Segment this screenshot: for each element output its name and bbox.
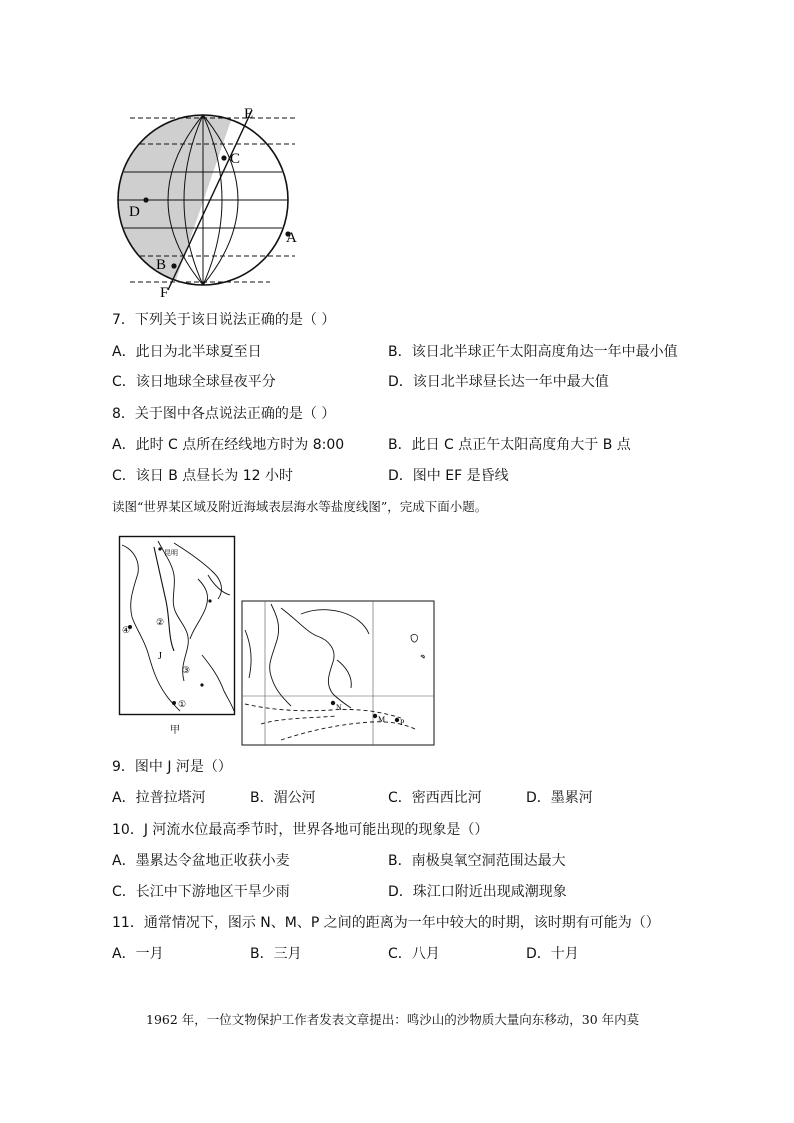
question-10-option-d[interactable]: D．珠江口附近出现咸潮现象 [388, 884, 567, 900]
question-11-option-c[interactable]: C．八月 [388, 946, 440, 962]
map-left [118, 535, 238, 736]
question-8-stem: 8．关于图中各点说法正确的是（ ） [112, 406, 336, 422]
label-e: E [244, 106, 254, 122]
map-right-label-n: N [336, 703, 342, 712]
map-left-label-4: ④ [122, 625, 131, 635]
question-8-option-b[interactable]: B．此日 C 点正午太阳高度角大于 B 点 [388, 437, 631, 453]
map-left-label-3: ③ [182, 665, 191, 675]
map-left-river-label: J [158, 651, 162, 662]
question-11-stem: 11．通常情况下，图示 N、M、P 之间的距离为一年中较大的时期，该时期有可能为（） [112, 915, 660, 931]
map-left-label-2: ② [156, 617, 165, 627]
map-left-city: 昆明 [164, 549, 178, 557]
label-f: F [160, 285, 169, 301]
map-right [241, 600, 437, 748]
label-d: D [129, 204, 140, 220]
question-8-option-c[interactable]: C．该日 B 点昼长为 12 小时 [112, 468, 293, 484]
question-7-option-c[interactable]: C．该日地球全球昼夜平分 [112, 374, 276, 390]
question-9-option-d[interactable]: D．墨累河 [526, 790, 593, 806]
question-8-option-a[interactable]: A．此时 C 点所在经线地方时为 8:00 [112, 437, 345, 453]
label-b: B [156, 257, 167, 273]
question-11-option-d[interactable]: D．十月 [526, 946, 579, 962]
map-right-label-p: P [400, 718, 405, 727]
question-7-option-b[interactable]: B．该日北半球正午太阳高度角达一年中最小值 [388, 344, 678, 360]
map-right-label-m: M [378, 715, 386, 724]
label-a: A [286, 230, 297, 246]
question-7-option-a[interactable]: A．此日为北半球夏至日 [112, 344, 262, 360]
map-left-caption: 甲 [170, 725, 180, 736]
map-intro-text: 读图“世界某区域及附近海域表层海水等盐度线图”，完成下面小题。 [112, 499, 488, 514]
question-9-option-b[interactable]: B．湄公河 [250, 790, 316, 806]
question-11-option-b[interactable]: B．三月 [250, 946, 302, 962]
question-10-option-a[interactable]: A．墨累达令盆地正收获小麦 [112, 853, 290, 869]
label-c: C [230, 151, 241, 167]
passage-intro-text: 1962 年，一位文物保护工作者发表文章提出：鸣沙山的沙物质大量向东移动，30 年内莫 [146, 1012, 640, 1027]
question-10-stem: 10．J 河流水位最高季节时，世界各地可能出现的现象是（） [112, 822, 489, 838]
map-left-label-1: ① [178, 699, 187, 709]
question-9-stem: 9．图中 J 河是（） [112, 759, 232, 775]
question-10-option-c[interactable]: C．长江中下游地区干旱少雨 [112, 884, 290, 900]
question-7-option-d[interactable]: D．该日北半球昼长达一年中最大值 [388, 374, 609, 390]
globe-diagram [110, 100, 310, 300]
question-9-option-a[interactable]: A．拉普拉塔河 [112, 790, 206, 806]
question-10-option-b[interactable]: B．南极臭氧空洞范围达最大 [388, 853, 566, 869]
question-9-option-c[interactable]: C．密西西比河 [388, 790, 482, 806]
question-7-stem: 7．下列关于该日说法正确的是（ ） [112, 312, 336, 328]
question-11-option-a[interactable]: A．一月 [112, 946, 164, 962]
question-8-option-d[interactable]: D．图中 EF 是昏线 [388, 468, 509, 484]
